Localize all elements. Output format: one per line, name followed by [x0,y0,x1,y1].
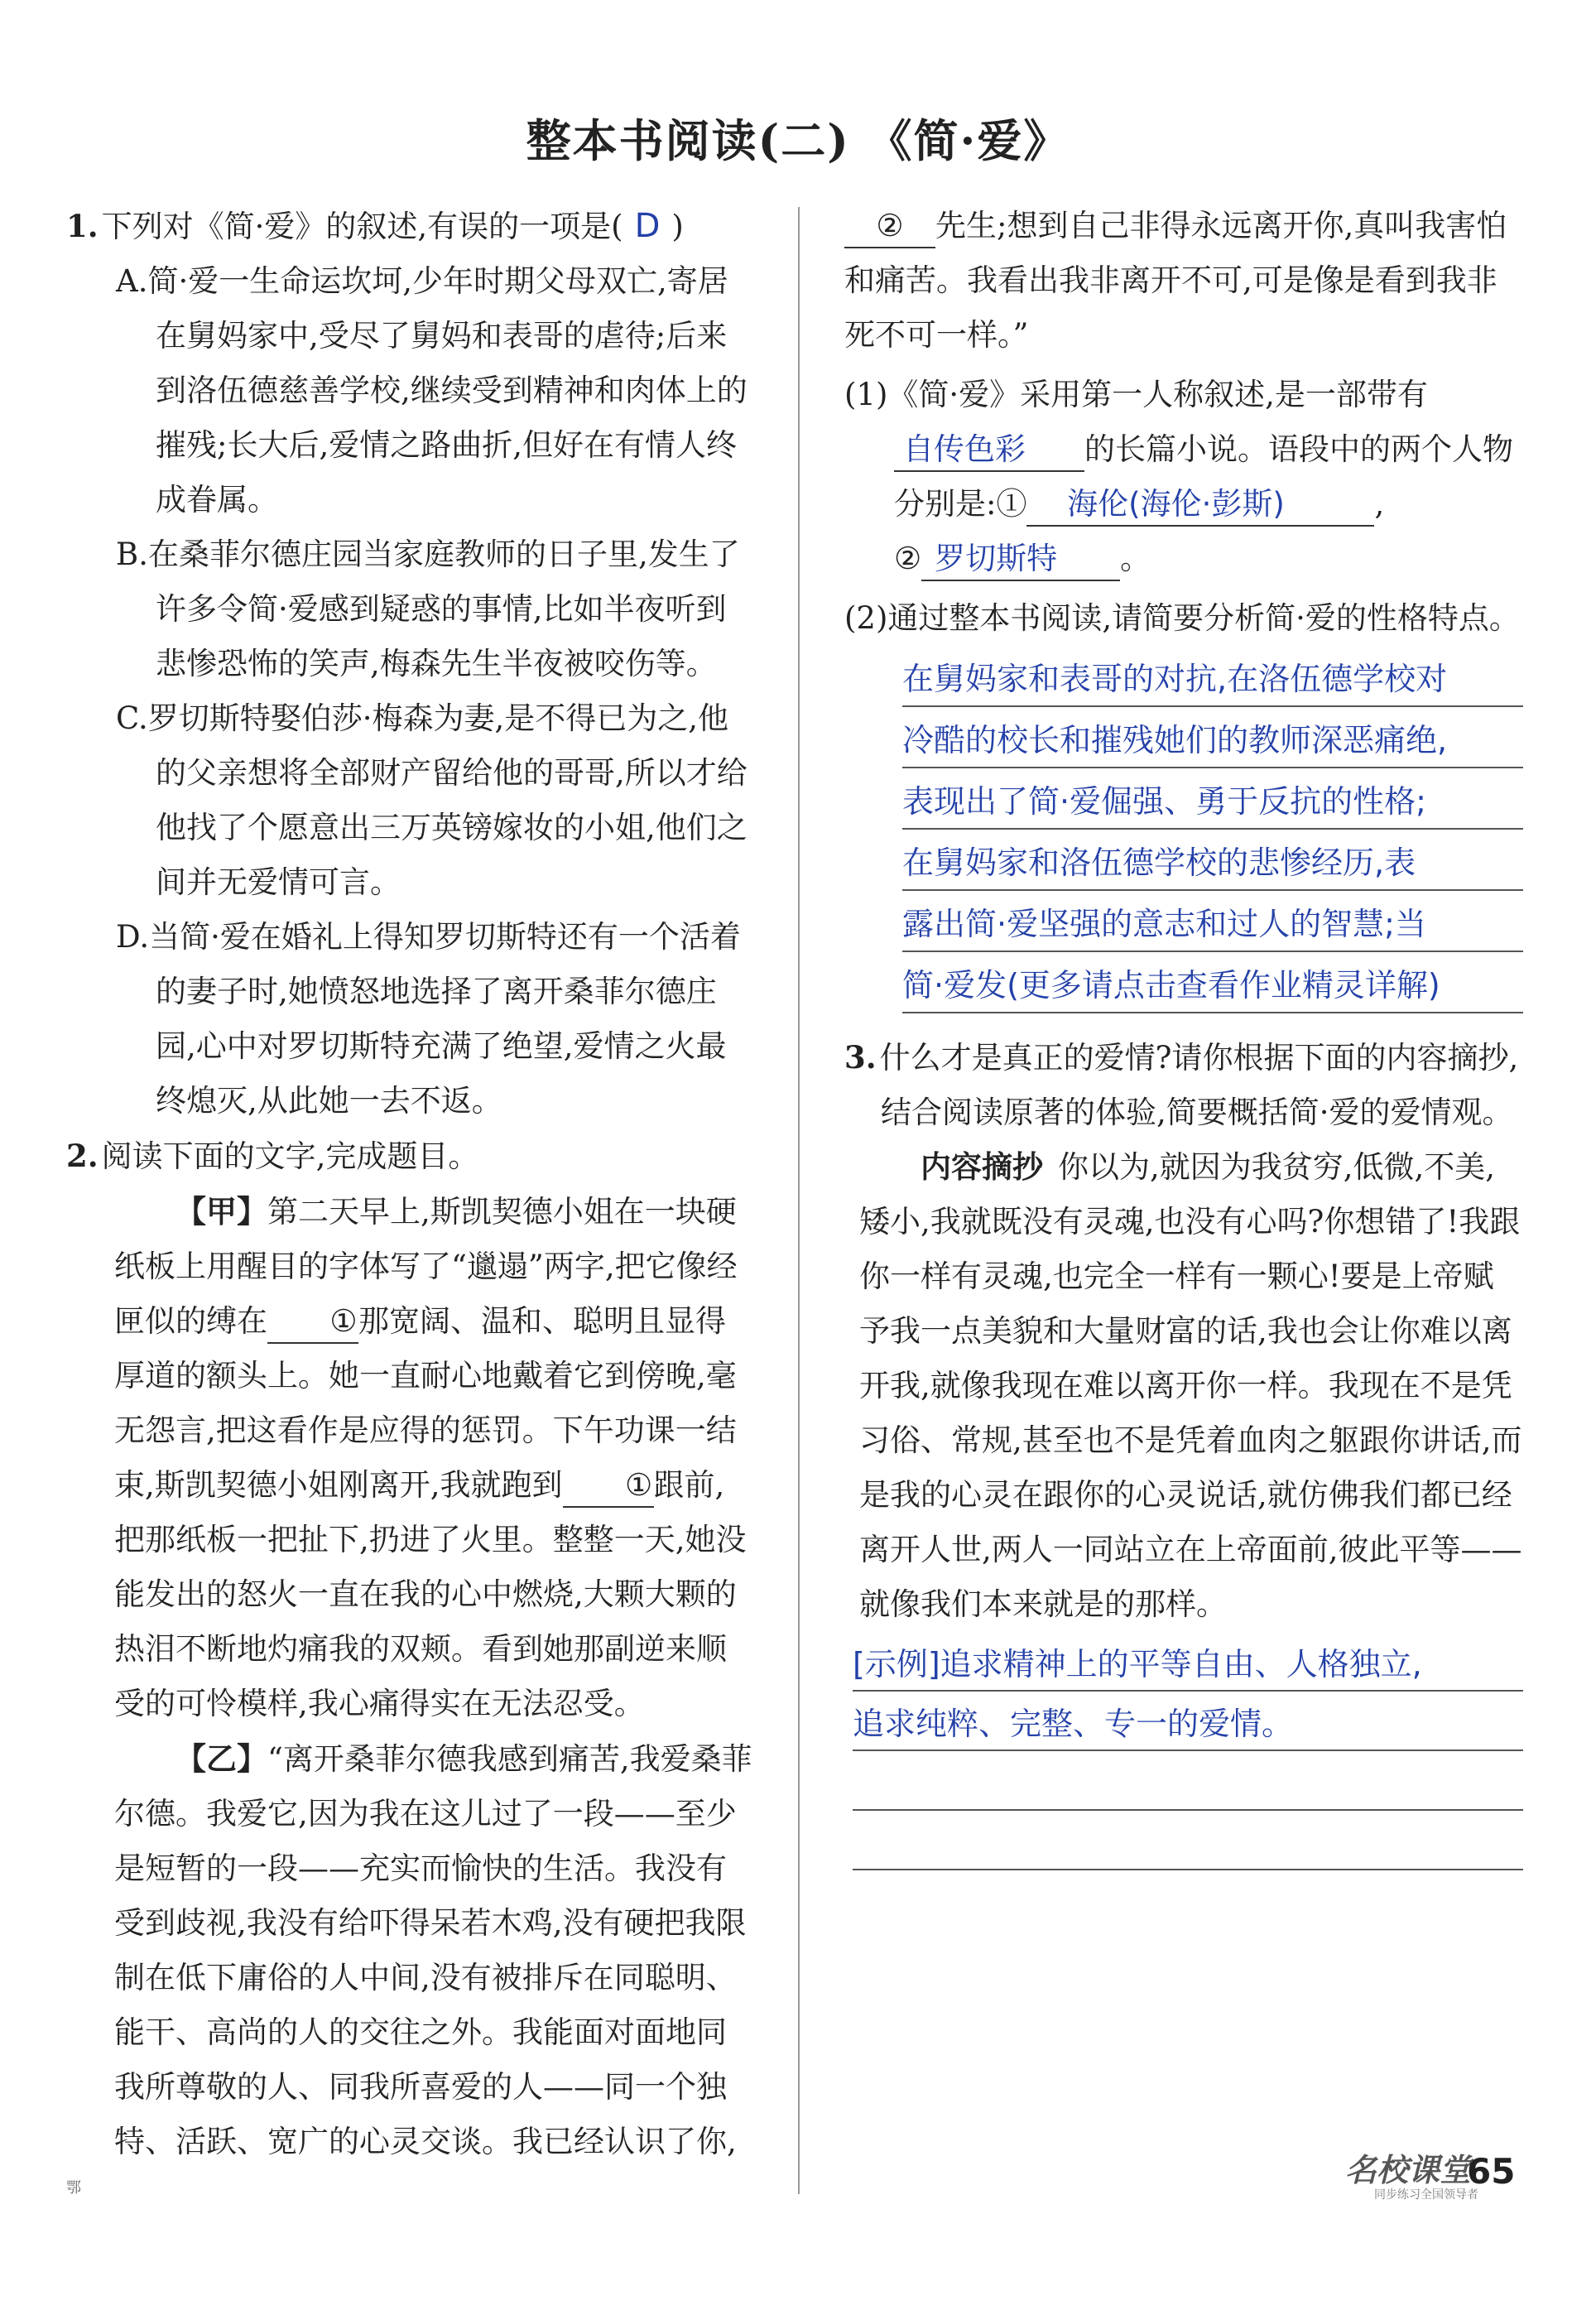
q3-excerpt: 内容摘抄 你以为,就因为我贫穷,低微,不美,矮小,我就既没有灵魂,也没有心吗?你想错了!我跟你一样有灵魂,也完全一样有一颗心!要是上帝赋予我一点美貌和大量财富的话,我也会让你难以离开我,就像我现在难以离开你一样。我现在不是凭习俗、常规,甚至也不是凭着血肉之躯跟你讲话,而是我的心灵在跟你的心灵说话,就仿佛我们都已经离开人世,两人一同站立在上帝面前,彼此平等——就像我们本来就是的那样。 [859,1149,1522,1622]
answer-line: 追求纯粹、完整、专一的爱情。 [853,1692,1523,1751]
q1-option-a: A.简·爱一生命运坎坷,少年时期父母双亡,寄居在舅妈家中,受尽了舅妈和表哥的虐待;后来到洛伍德慈善学校,继续受到精神和肉体上的摧残;长大后,爱情之路曲折,但好在有情人终成眷属。 [116,263,748,517]
region-mark: 鄂 [66,2179,81,2197]
q1-option-d: D.当简·爱在婚礼上得知罗切斯特还有一个活着的妻子时,她愤怒地选择了离开桑菲尔德庄园,心中对罗切斯特充满了绝望,爱情之火最终熄灭,从此她一去不返。 [116,919,741,1119]
passage-yi: 【乙】“离开桑菲尔德我感到痛苦,我爱桑菲尔德。我爱它,因为我在这儿过了一段——至少是短暂的一段——充实而愉快的生活。我没有受到歧视,我没有给吓得呆若木鸡,没有硬把我限制在低下庸俗的人中间,没有被排斥在同聪明、能干、高尚的人的交往之外。我能面对面地同我所尊敬的人、同我所喜爱的人——同一个独特、活跃、宽广的心灵交谈。我已经认识了你, [114,1740,752,2159]
answer-helen: 海伦(海伦·彭斯) [1026,484,1374,527]
question-1-stem: 1. 下列对《简·爱》的叙述,有误的一项是( D ) [66,207,684,245]
q1-option-b: B.在桑菲尔德庄园当家庭教师的日子里,发生了许多令简·爱感到疑惑的事情,比如半夜听到悲惨恐怖的笑声,梅森先生半夜被咬伤等。 [116,537,740,681]
answer-line: 简·爱发(更多请点击查看作业精灵详解) [902,952,1523,1013]
answer-rochester: 罗切斯特 [921,538,1120,581]
column-divider [798,207,800,2194]
q2-sub-1: (1)《简·爱》采用第一人称叙述,是一部带有自传色彩 的长篇小说。语段中的两个人物分别是:① 海伦(海伦·彭斯) , ② 罗切斯特 。 [844,368,1523,586]
passage-yi-cont: ② 先生;想到自己非得永远离开你,真叫我害怕和痛苦。我看出我非离开不可,可是像是看到我非死不可一样。” [844,199,1523,363]
blank-1a: ① [267,1301,358,1344]
answer-autobiographical: 自传色彩 [894,429,1084,472]
page-title: 整本书阅读(二) 《简·爱》 [526,114,1070,167]
publisher-logo: 名校课堂 [1345,2152,1472,2188]
q1-answer: D [634,207,661,245]
left-column [66,199,753,2169]
q3-answer [853,1632,1523,1870]
answer-line: 表现出了简·爱倔强、勇于反抗的性格; [902,768,1523,830]
q2-sub-2-answer [902,646,1523,1013]
blank-2: ② [844,205,935,248]
passage-jia: 【甲】第二天早上,斯凯契德小姐在一块硬纸板上用醒目的字体写了“邋遢”两字,把它像经匣似的缚在 ①那宽阔、温和、聪明且显得厚道的额头上。她一直耐心地戴着它到傍晚,毫无怨言,把这看作是应得的惩罚。下午功课一结束,斯凯契德小姐刚离开,我就跑到 ①跟前,把那纸板一把扯下,扔进了火里。整整一天,她没能发出的怒火一直在我的心中燃烧,大颗大颗的热泪不断地灼痛我的双颊。看到她那副逆来顺受的可怜模样,我心痛得实在无法忍受。 [114,1193,747,1721]
excerpt-label: 内容摘抄 [921,1149,1043,1185]
answer-line: 在舅妈家和表哥的对抗,在洛伍德学校对 [902,646,1523,707]
answer-line: 在舅妈家和洛伍德学校的悲惨经历,表 [902,830,1523,891]
page-number: 65 [1467,2151,1516,2192]
answer-line: 露出简·爱坚强的意志和过人的智慧;当 [902,891,1523,952]
answer-line: [示例]追求精神上的平等自由、人格独立, [853,1632,1523,1692]
q2-sub-2: (2)通过整本书阅读,请简要分析简·爱的性格特点。 [844,600,1520,636]
right-column [844,199,1523,1870]
blank-1b: ① [563,1465,654,1508]
question-3-stem: 3. 什么才是真正的爱情?请你根据下面的内容摘抄,结合阅读原著的体验,简要概括简·爱的爱情观。 [844,1039,1519,1130]
q1-option-c: C.罗切斯特娶伯莎·梅森为妻,是不得已为之,他的父亲想将全部财产留给他的哥哥,所以才给他找了个愿意出三万英镑嫁妆的小姐,他们之间并无爱情可言。 [116,700,748,900]
publisher-slogan: 同步练习全国领导者 [1374,2188,1478,2202]
answer-line: 冷酷的校长和摧残她们的教师深恶痛绝, [902,707,1523,768]
answer-line [853,1811,1523,1870]
question-2-stem: 2. 阅读下面的文字,完成题目。 [66,1138,479,1174]
answer-line [853,1751,1523,1811]
